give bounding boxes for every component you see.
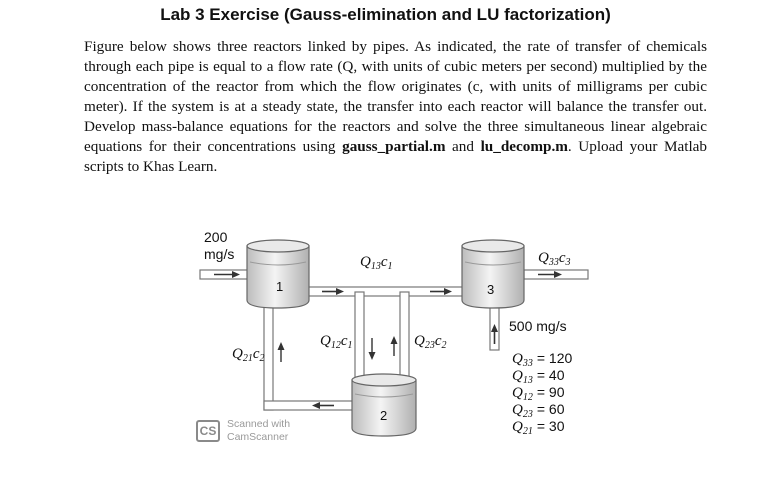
script-name-lu: lu_decomp.m [480,138,568,155]
reactor-2 [352,374,416,436]
statement-part-1: Figure below shows three reactors linked by pipes. As indicated, the rate of transfer of chemicals through each pipe is equal to a flow rate (Q, with units of cubic meters per second) multiplied by the concentration of the reactor from which the flow originates (c, with units of milligrams per cubic meter). If the system is at a steady state, the transfer into each reactor will balance the transfer out. Develop mass-balance equations for the reactors and solve the three simultaneous linear algebraic equations for their concentrations using [84,38,707,155]
flow-value-q33: Q33 = 120 [512,350,573,369]
pipe-2-to-1-vertical [264,300,273,410]
flow-label-q12c1: $Q_{12}c_1$ [320,333,353,351]
flow-label-q23c2: $Q_{23}c_2$ [414,333,447,351]
reactor-3-label: 3 [487,282,495,297]
watermark-line-2: CamScanner [227,431,289,443]
statement-part-2: and [445,138,481,155]
flow-values [512,350,572,437]
arrow-up-icon [391,336,398,344]
pipe-1-to-2 [355,292,364,384]
inflow-1-value: 200 [204,229,228,245]
arrow-up-icon [278,342,285,350]
reactor-3 [462,240,524,308]
flow-value-q12: Q12 = 90 [512,384,565,403]
pipe-2-to-1-horizontal [264,401,356,410]
flow-label-q21c2: $Q_{21}c_2$ [232,346,265,364]
statement-part-3: . Upload your Matlab scripts to Khas Learn. [84,138,708,175]
inflow-1-unit: mg/s [204,246,235,262]
pipe-2-to-3 [400,292,409,384]
reactor-1-label: 1 [276,279,284,294]
flow-value-q13: Q13 = 40 [512,367,565,386]
reactor-2-label: 2 [380,408,388,423]
arrow-down-icon [369,352,376,360]
inflow-3-label: 500 mg/s [509,318,567,334]
flow-value-q23: Q23 = 60 [512,401,565,420]
flow-label-q13c1: $Q_{13}c_1$ [360,254,393,272]
reactor-1 [247,240,309,308]
script-name-gauss: gauss_partial.m [342,138,446,155]
camscanner-watermark [227,418,290,444]
camscanner-logo-icon: CS [196,420,220,442]
watermark-line-1: Scanned with [227,418,291,430]
flow-label-q33c3: $Q_{33}c_3$ [538,250,571,268]
page-title: Lab 3 Exercise (Gauss-elimination and LU factorization) [160,5,611,24]
flow-value-q21: Q21 = 30 [512,418,565,437]
